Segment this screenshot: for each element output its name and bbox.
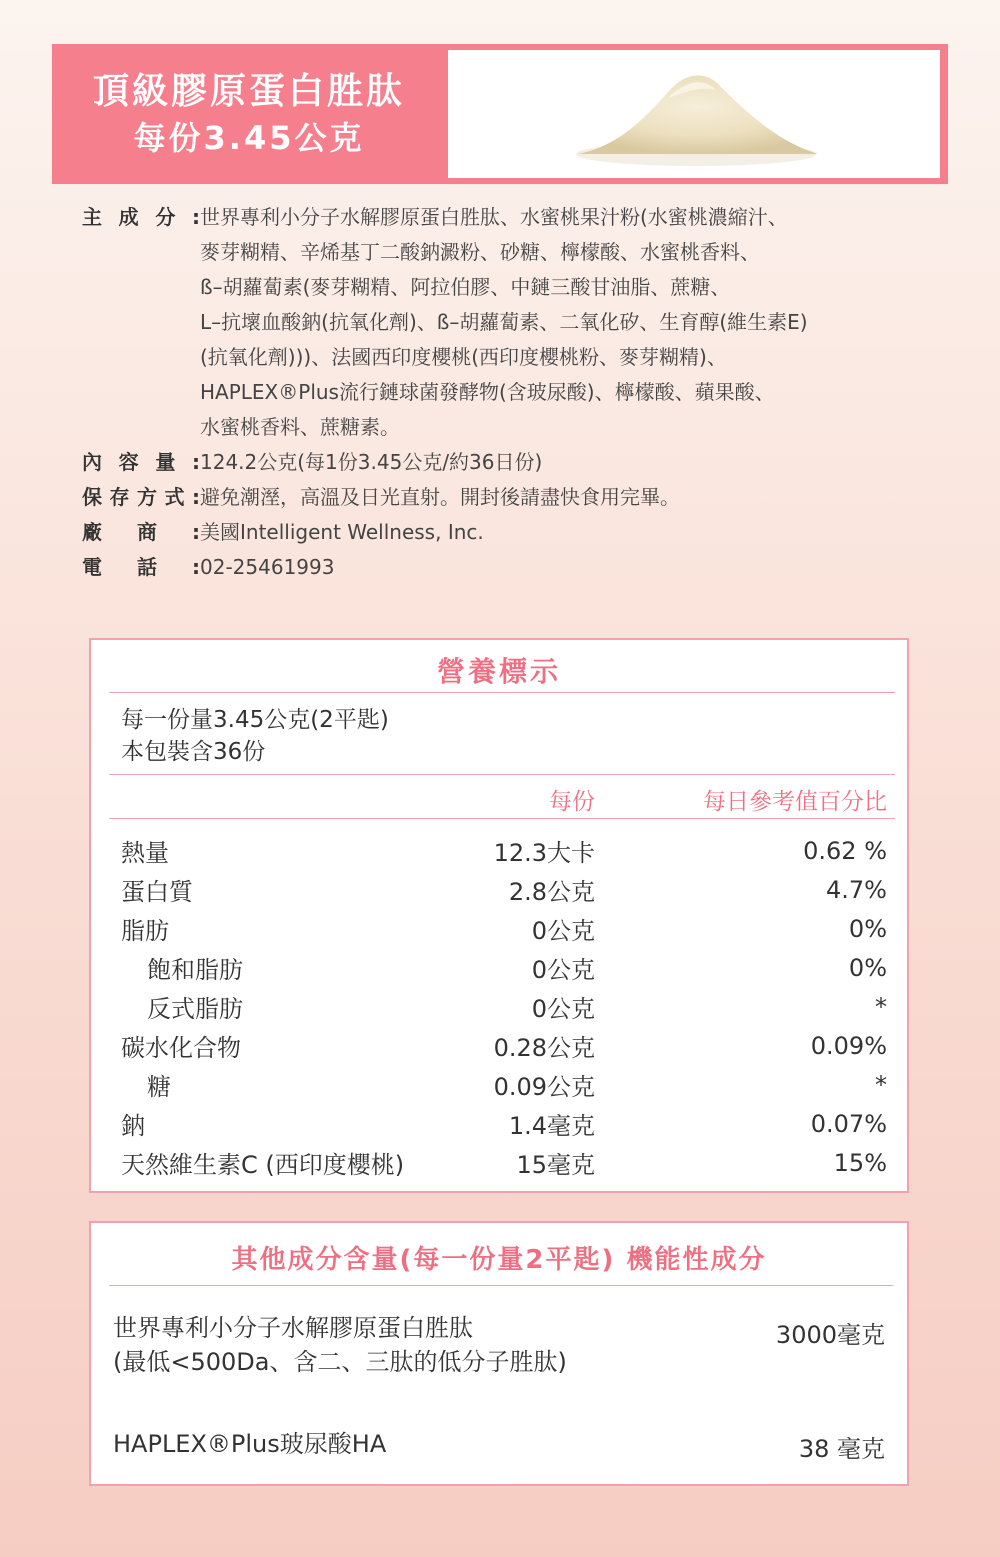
ingredient-name: 世界專利小分子水解膠原蛋白胜肽 (最低<500Da、含二、三肽的低分子胜肽) — [113, 1314, 567, 1376]
divider — [109, 774, 895, 775]
nutrition-row: 碳水化合物 0.28公克 0.09% — [121, 1032, 887, 1062]
info-net-content — [82, 445, 942, 480]
info-ingredients — [82, 200, 942, 445]
info-value: 避免潮溼，高溫及日光直射。開封後請盡快食用完畢。 — [200, 485, 680, 509]
info-label: 主 成 分 : — [82, 205, 200, 229]
nutrition-row: 蛋白質 2.8公克 4.7% — [121, 876, 887, 906]
servings-per-package: 本包裝含36份 — [121, 739, 266, 765]
ingredient-name: HAPLEX®Plus玻尿酸HA — [113, 1430, 387, 1458]
info-label: 電 話 : — [82, 555, 200, 579]
serving-size: 每一份量3.45公克(2平匙) — [121, 707, 389, 733]
info-value: 世界專利小分子水解膠原蛋白胜肽、水蜜桃果汁粉(水蜜桃濃縮汁、 麥芽糊精、辛烯基丁二酸鈉澱粉、砂糖、檸檬酸、水蜜桃香料、 ß–胡蘿蔔素(麥芽糊精、阿拉伯膠、中鏈三酸甘油脂、蔗糖、 L–抗壞血酸鈉(抗氧化劑)、ß–胡蘿蔔素、二氧化矽、生育醇(維生素E) (抗氧化劑)))、法國西印度櫻桃(西印度櫻桃粉、麥芽糊精)、 HAPLEX®Plus流行鏈球菌發酵物(含玻尿酸)、檸檬酸、蘋果酸、 水蜜桃香料、蔗糖素。 — [200, 205, 808, 439]
ingredient-amount: 3000毫克 — [775, 1321, 885, 1349]
info-value: 124.2公克(每1份3.45公克/約36日份) — [200, 450, 543, 474]
collagen-powder-pile-icon — [448, 50, 940, 178]
nutrition-row: 熱量 12.3大卡 0.62 % — [121, 837, 887, 867]
nutrition-facts-box — [89, 638, 909, 1193]
nutrition-row: 反式脂肪 0公克 * — [147, 993, 887, 1023]
nutrition-title: 營養標示 — [436, 655, 561, 688]
info-label: 廠 商 : — [82, 520, 200, 544]
product-info — [82, 200, 942, 585]
nutrition-row: 糖 0.09公克 * — [147, 1071, 887, 1101]
functional-ingredients-title: 其他成分含量(每一份量2平匙) 機能性成分 — [231, 1245, 767, 1275]
functional-ingredients-box — [89, 1221, 909, 1486]
banner-titles — [52, 44, 446, 184]
nutrition-row: 飽和脂肪 0公克 0% — [147, 954, 887, 984]
product-title: 頂級膠原蛋白胜肽 — [92, 71, 405, 112]
nutrition-row: 脂肪 0公克 0% — [121, 915, 887, 945]
info-label: 內 容 量 : — [82, 450, 200, 474]
col-per-serving: 每份 — [549, 789, 595, 815]
info-label: 保 存 方 式 : — [82, 485, 200, 509]
nutrition-row: 鈉 1.4毫克 0.07% — [121, 1110, 887, 1140]
divider — [109, 818, 895, 819]
info-value: 美國Intelligent Wellness, Inc. — [200, 520, 484, 544]
ingredient-amount: 38 毫克 — [798, 1435, 885, 1463]
info-value: 02-25461993 — [200, 555, 335, 579]
serving-info — [121, 704, 389, 768]
divider — [109, 692, 895, 693]
divider — [109, 1285, 893, 1286]
nutrition-row: 天然維生素C (西印度櫻桃) 15毫克 15% — [121, 1149, 887, 1179]
info-manufacturer — [82, 515, 942, 550]
info-phone — [82, 550, 942, 585]
info-storage — [82, 480, 942, 515]
product-subtitle: 每份3.45公克 — [133, 119, 365, 157]
header-banner — [52, 44, 948, 184]
col-daily-value: 每日參考值百分比 — [703, 789, 887, 815]
